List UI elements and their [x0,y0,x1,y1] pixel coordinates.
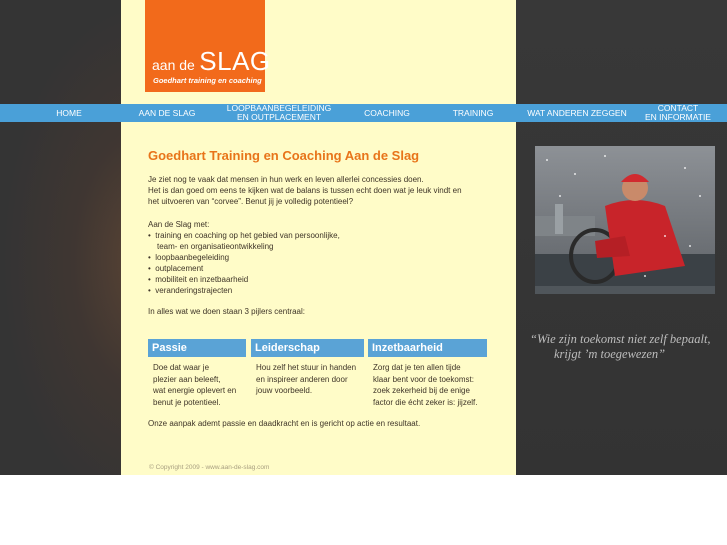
footer-copyright: © Copyright 2009 - www.aan-de-slag.com [149,464,270,471]
nav-contact-line2: EN INFORMATIE [645,112,711,122]
list-item-text: veranderingstrajecten [155,286,233,295]
list-item: • veranderingstrajecten [148,286,233,295]
pillar-line: en inspireer anderen door [256,374,348,384]
nav-loopbaanbegeleiding-line1: LOOPBAANBEGELEIDING [226,103,332,113]
pillar-line: Zorg dat je ten allen tijde [373,363,461,372]
pillar-line: Hou zelf het stuur in handen [256,363,357,372]
nav-training-label: TRAINING [452,107,494,118]
pillar-line: jouw voorbeeld. [256,386,313,395]
nav-wat-anderen-zeggen[interactable] [520,104,634,122]
nav-coaching[interactable] [356,104,418,122]
list-item: • loopbaanbegeleiding [148,253,230,262]
nav-aan-de-slag-label: AAN DE SLAG [138,107,196,118]
list-item-continuation: team- en organisatieontwikkeling [157,242,274,251]
sidebar-quote [530,332,711,362]
list-item-text: outplacement [155,264,204,273]
logo-big-text: SLAG [199,46,271,76]
list-item: • mobiliteit en inzetbaarheid [148,275,249,284]
logo-small-text: aan de [152,57,195,73]
nav-home-label: HOME [56,107,82,118]
logo-wordmark [152,46,271,77]
pillar-passie-text [153,362,236,408]
nav-contact-line1: CONTACT [657,103,699,113]
list-item-text: training en coaching op het gebied van persoonlijke, [155,231,340,240]
closing-statement: Onze aanpak ademt passie en daadkracht en is gericht op actie en resultaat. [148,419,421,428]
nav-contact[interactable] [640,104,716,122]
nav-loopbaanbegeleiding-line2: EN OUTPLACEMENT [236,112,322,122]
nav-training[interactable] [444,104,502,122]
quote-line-2: krijgt ’m toegewezen” [554,347,666,361]
site-logo[interactable] [145,0,271,92]
pillar-inzetbaarheid-header: Inzetbaarheid [368,339,487,357]
sailor-photo-illustration [535,146,715,294]
pillar-line: Doe dat waar je [153,363,210,372]
list-item-text: mobiliteit en inzetbaarheid [155,275,249,284]
nav-home[interactable] [40,104,98,122]
nav-coaching-label: COACHING [364,107,410,118]
sailing-photo [535,146,715,294]
list-item: • outplacement [148,264,204,273]
intro-line-1: Je ziet nog te vaak dat mensen in hun werk en leven allerlei concessies doen. [148,175,424,184]
pillar-passie-header: Passie [148,339,246,357]
pillar-line: wat energie oplevert en [153,386,237,395]
pillar-inzetbaarheid-text [373,362,477,408]
pillars-intro: In alles wat we doen staan 3 pijlers centraal: [148,307,305,316]
pillar-leiderschap-text [256,362,356,397]
intro-line-2: Het is dan goed om eens te kijken wat de balans is tussen echt doen wat je leuk vindt en [148,186,462,195]
nav-aan-de-slag[interactable] [130,104,204,122]
pillar-line: zoek zekerheid bij de enige [373,386,470,395]
list-item-text: loopbaanbegeleiding [155,253,230,262]
intro-line-3: het uitvoeren van “corvee”. Benut jij je volledig potentieel? [148,197,354,206]
nav-wat-anderen-zeggen-label: WAT ANDEREN ZEGGEN [527,107,627,118]
quote-line-1: “Wie zijn toekomst niet zelf bepaalt, [530,332,711,346]
list-heading: Aan de Slag met: [148,220,210,229]
pillar-leiderschap-header: Leiderschap [251,339,364,357]
logo-tagline: Goedhart training en coaching [153,76,262,85]
pillar-line: benut je potentieel. [153,397,221,407]
pillar-line: factor die écht zeker is: jijzelf. [373,397,478,407]
left-decorative-panel [0,0,121,475]
list-item: • training en coaching op het gebied van persoonlijke, [148,231,340,240]
pillar-line: plezier aan beleeft, [153,374,221,384]
nav-loopbaanbegeleiding[interactable] [220,104,338,122]
pillar-line: klaar bent voor de toekomst: [373,374,474,384]
page-title: Goedhart Training en Coaching Aan de Slag [148,148,420,163]
